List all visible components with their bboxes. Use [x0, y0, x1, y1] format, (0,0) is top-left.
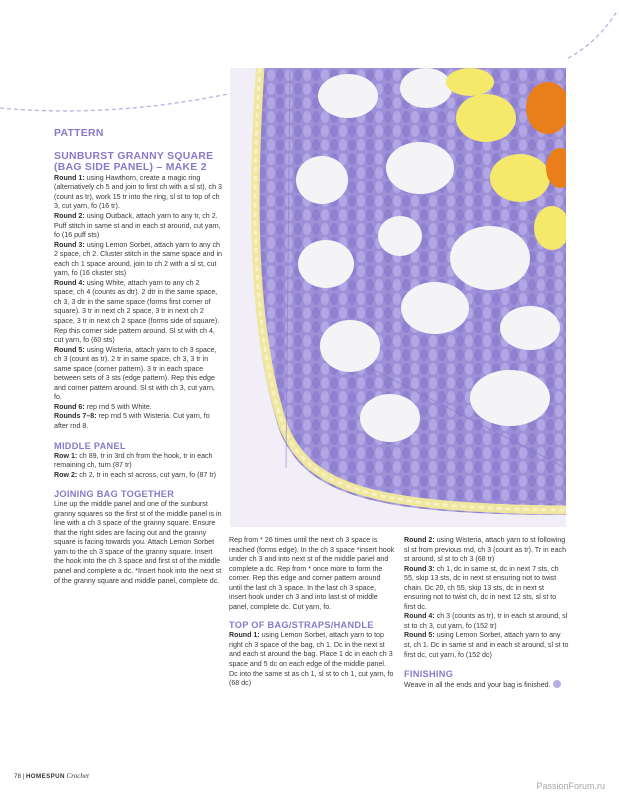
column-1 — [54, 128, 222, 586]
granny-square-photo — [230, 68, 566, 527]
middle-row-label: Row 2: — [54, 470, 78, 479]
finishing-heading: FINISHING — [404, 669, 454, 680]
magazine-name: HOMESPUN — [25, 773, 65, 780]
watermark: PassionForum.ru — [536, 781, 605, 791]
col2-text: Rep from * 26 times until the next ch 3 space is reached (forms edge). In the ch 3 space *insert hook under ch 3 and into next st of the middle panel and complete a dc. Rep from * once more to form the corner. Rep this edge and corner pattern around until the last ch 3 space. In the last ch 3 space, insert hook under ch 3 and into last st of middle panel, complete dc. Cut yarn, fo. — [229, 536, 395, 611]
granny-round-label: Round 2: — [54, 211, 85, 220]
middle-row-label: Row 1: — [54, 451, 78, 460]
granny-round — [54, 241, 222, 279]
column-2 — [229, 536, 395, 689]
yarn-ball-icon — [553, 680, 561, 688]
middle-rows — [54, 452, 222, 481]
top-round — [229, 631, 395, 688]
page-footer — [14, 772, 89, 780]
middle-heading: MIDDLE PANEL — [54, 440, 126, 451]
granny-round-text: using Hawthorn, create a magic ring (alternatively ch 5 and join to first ch with a sl st), ch 3 (count as tr), work 15 tr into the ring, sl st to top of ch 3, cut yarn, fo (16 tr). — [54, 173, 222, 211]
granny-round-text: using White, attach yarn to any ch 2 space, ch 4 (counts as dtr). 2 dtr in the same space, ch 3, 3 dtr in the same space (forms first corner of square). 3 tr in next ch 2 space, 3 tr in next ch 2 space, 3 tr in next ch 2 space (forms side of square). Rep this corner side pattern around. Sl st with ch 4, cut yarn, fo (60 sts) — [54, 278, 220, 345]
granny-round — [54, 346, 222, 403]
bag-round-label: Round 4: — [404, 612, 435, 621]
top-heading: TOP OF BAG/STRAPS/HANDLE — [229, 620, 374, 631]
granny-round — [54, 174, 222, 212]
granny-round — [54, 412, 222, 431]
granny-round-label: Round 5: — [54, 345, 85, 354]
joining-text: Line up the middle panel and one of the sunburst granny squares so the first st of the middle panel is in line with a ch 3 space of the granny square. Ensure that the right sides are facing out and the granny square is facing towards you. Attach Lemon Sorbet yarn to the ch 3 space of the granny square. Insert the hook into the ch 3 space and first st of the middle panel and complete a dc. *Insert hook into the next st of the granny square and middle panel, complete dc. — [54, 500, 222, 585]
granny-round — [54, 212, 222, 241]
bag-round — [404, 536, 569, 565]
footer-separator: | — [20, 773, 26, 780]
granny-round-label: Rounds 7–8: — [54, 412, 97, 421]
bag-round — [404, 565, 569, 613]
middle-row-text: ch 2, tr in each st across, cut yarn, fo (87 tr) — [77, 470, 217, 479]
col3-rounds — [404, 536, 569, 660]
granny-round — [54, 279, 222, 346]
bag-round-label: Round 2: — [404, 536, 435, 544]
bag-round — [404, 631, 569, 660]
bag-round-text: using Wisteria, attach yarn to st following sl st from previous rnd, ch 3 (count as tr). Tr in each st around, sl st to ch 3 (68 tr) — [404, 536, 567, 564]
bag-round-text: ch 3 (counts as tr), tr in each st around, sl st to ch 3, cut yarn, fo (152 tr) — [404, 612, 568, 630]
top-round-label: Round 1: — [229, 631, 260, 640]
granny-heading: SUNBURST GRANNY SQUARE (BAG SIDE PANEL) – MAKE 2 — [54, 150, 214, 174]
column-3 — [404, 536, 569, 691]
joining-heading: JOINING BAG TOGETHER — [54, 489, 175, 500]
middle-row-text: ch 89, tr in 3rd ch from the hook, tr in each remaining ch, turn (87 tr) — [54, 451, 213, 470]
dashed-line-left — [0, 80, 230, 120]
page-number: 78 — [14, 773, 21, 780]
granny-round-text: rep rnd 5 with Wisteria. Cut yarn, fo after rnd 8. — [54, 412, 210, 430]
pattern-heading: PATTERN — [54, 128, 104, 139]
granny-round-label: Round 6: — [54, 402, 85, 411]
granny-round — [54, 403, 222, 413]
granny-round-text: rep rnd 5 with White. — [84, 402, 152, 411]
granny-round-text: using Wisteria, attach yarn to ch 3 space, ch 3 (count as tr). 2 tr in same space, ch 3, 3 tr in same space (corner pattern). 3 tr in each space between sets of 3 sts (edge pattern). Rep this edge and corner pattern around. Sl st with ch 3, cut yarn, fo. — [54, 345, 217, 402]
granny-rounds — [54, 174, 222, 432]
granny-round-label: Round 4: — [54, 278, 85, 287]
dashed-line-right — [566, 0, 619, 70]
middle-row — [54, 452, 222, 471]
magazine-subname: Crochet — [66, 772, 89, 780]
middle-row — [54, 471, 222, 481]
granny-round-label: Round 3: — [54, 240, 85, 249]
granny-round-label: Round 1: — [54, 173, 85, 182]
finishing-para — [404, 680, 569, 691]
bag-round-text: ch 1, dc in same st, dc in next 7 sts, ch 55, skip 13 sts, dc in next st ensuring not to twist chain. Dc 20, ch 55, skip 13 sts, dc in next st ensuring not to twist ch, dc in next 12 sts, sl st to first dc. — [404, 564, 559, 611]
finishing-text: Weave in all the ends and your bag is finished. — [404, 681, 551, 690]
bag-round-text: using Lemon Sorbet, attach yarn to any st, ch 1. Dc in same st and in each st around, sl st to first dc, cut yarn, fo (152 dc) — [404, 631, 569, 659]
granny-round-text: using Lemon Sorbet, attach yarn to any ch 2 space, ch 2. Cluster stitch in the same space and in each ch 1 space around, join to ch 2 with a sl st, cut yarn, fo (16 cluster sts) — [54, 240, 222, 278]
granny-round-text: using Outback, attach yarn to any tr, ch 2. Puff stitch in same st and in each st around, cut yarn, fo (16 puff sts) — [54, 211, 221, 240]
bag-round-label: Round 5: — [404, 631, 435, 640]
bag-round — [404, 612, 569, 631]
bag-round-label: Round 3: — [404, 564, 435, 573]
top-round-text: using Lemon Sorbet, attach yarn to top right ch 3 space of the bag, ch 1. Dc in the next st and each st around the bag. Place 1 dc in each ch 3 space and 5 dc on each edge of the middle panel. Dc into the same st as ch 1, sl st to ch 1, cut yarn, fo (68 dc) — [229, 631, 394, 688]
